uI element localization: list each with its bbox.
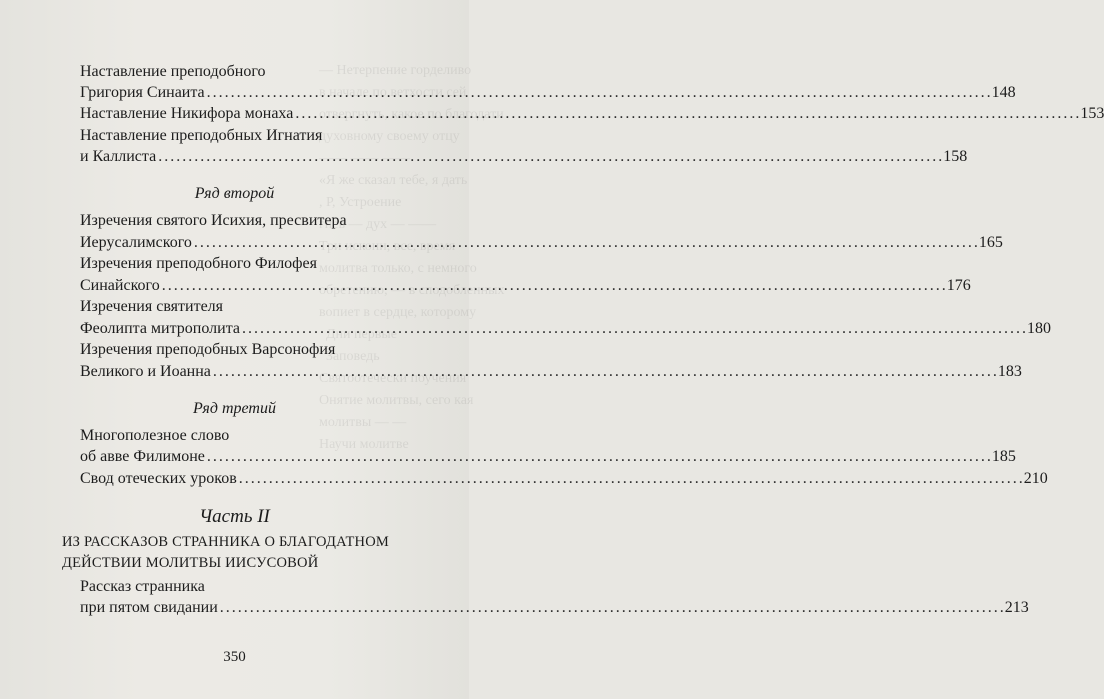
toc-page-number: 176 (946, 277, 971, 294)
toc-entry-title: при пятом свидании (80, 599, 218, 616)
toc-entry-title-line: Изречения святого Исихия, пресвитера (80, 212, 347, 229)
toc-entry-title: об авве Филимоне (80, 448, 205, 465)
dot-leader (158, 146, 941, 168)
toc-page-number: 183 (997, 363, 1022, 380)
dot-leader (242, 318, 1025, 340)
toc-entry-title-line: Многополезное слово (80, 427, 230, 444)
part-heading-line: ИЗ РАССКАЗОВ СТРАННИКА О БЛАГОДАТНОМ (62, 534, 389, 550)
toc-entry-title-line: Изречения преподобных Варсонофия (80, 341, 336, 358)
toc-entry-title: Наставление Никифора монаха (80, 105, 294, 122)
toc-page-number: 180 (1027, 320, 1051, 337)
toc-entry-title: Григория Синаита (80, 84, 205, 101)
toc-entry-title-line: Рассказ странника (80, 578, 205, 595)
bleed-through-text: — Нетерпение горделиво в начале по ветхости сей отвергнуть, какое по благодати духовному своему отцу —— —— —— «Я же сказал тебе, я дать , Р, Устроение гнев — дух — —— Три искони, все, время молитва только, с немного обретению, — в сподобленных вопиет в сердце, которому Дни первые Заповедь Святоотечески поучения Онятие молитвы, сего кая молитвы — — Научи молитве (319, 63, 505, 452)
toc-entry (80, 468, 1048, 490)
part-title: Часть II (199, 506, 270, 527)
toc-entry-title: Синайского (80, 277, 160, 294)
toc-entry-title: Великого и Иоанна (80, 363, 211, 380)
dot-leader (295, 103, 1078, 125)
dot-leader (213, 361, 996, 383)
toc-entry-title-line: Изречения преподобного Филофея (80, 255, 317, 272)
toc-entry (80, 275, 971, 297)
dot-leader (207, 446, 990, 468)
toc-page-number: 185 (991, 448, 1016, 465)
toc-entry (80, 103, 1104, 125)
dot-leader (194, 232, 977, 254)
toc-entry (80, 597, 1029, 619)
dot-leader (207, 82, 990, 104)
dot-leader (162, 275, 945, 297)
toc-entry-title: Феолипта митрополита (80, 320, 240, 337)
toc-entry-title: и Каллиста (80, 148, 157, 165)
dot-leader (220, 597, 1003, 619)
toc-page-number: 153 (1080, 105, 1104, 122)
toc-entry (80, 318, 1051, 340)
toc-entry-title-line: Наставление преподобного (80, 63, 266, 80)
toc-page-number: 165 (978, 234, 1003, 251)
toc-entry (80, 232, 1003, 254)
toc-entry (80, 82, 1016, 104)
toc-entry-title-line: Изречения святителя (80, 298, 224, 315)
toc-entry-title: Иерусалимского (80, 234, 192, 251)
section-heading: Ряд третий (193, 400, 276, 417)
part-heading-line: ДЕЙСТВИИ МОЛИТВЫ ИИСУСОВОЙ (62, 555, 319, 571)
toc-page-number: 148 (991, 84, 1016, 101)
toc-entry (80, 446, 1016, 468)
toc-entry (80, 361, 1022, 383)
toc-entry-title-line: Наставление преподобных Игнатия (80, 127, 323, 144)
dot-leader (239, 468, 1022, 490)
toc-page-number: 213 (1004, 599, 1029, 616)
toc-page-number: 210 (1023, 470, 1048, 487)
section-heading: Ряд второй (194, 185, 275, 202)
page-number: 350 (223, 649, 246, 665)
toc-entry-title: Свод отеческих уроков (80, 470, 237, 487)
toc-entry (80, 146, 968, 168)
toc-page-number: 158 (943, 148, 968, 165)
